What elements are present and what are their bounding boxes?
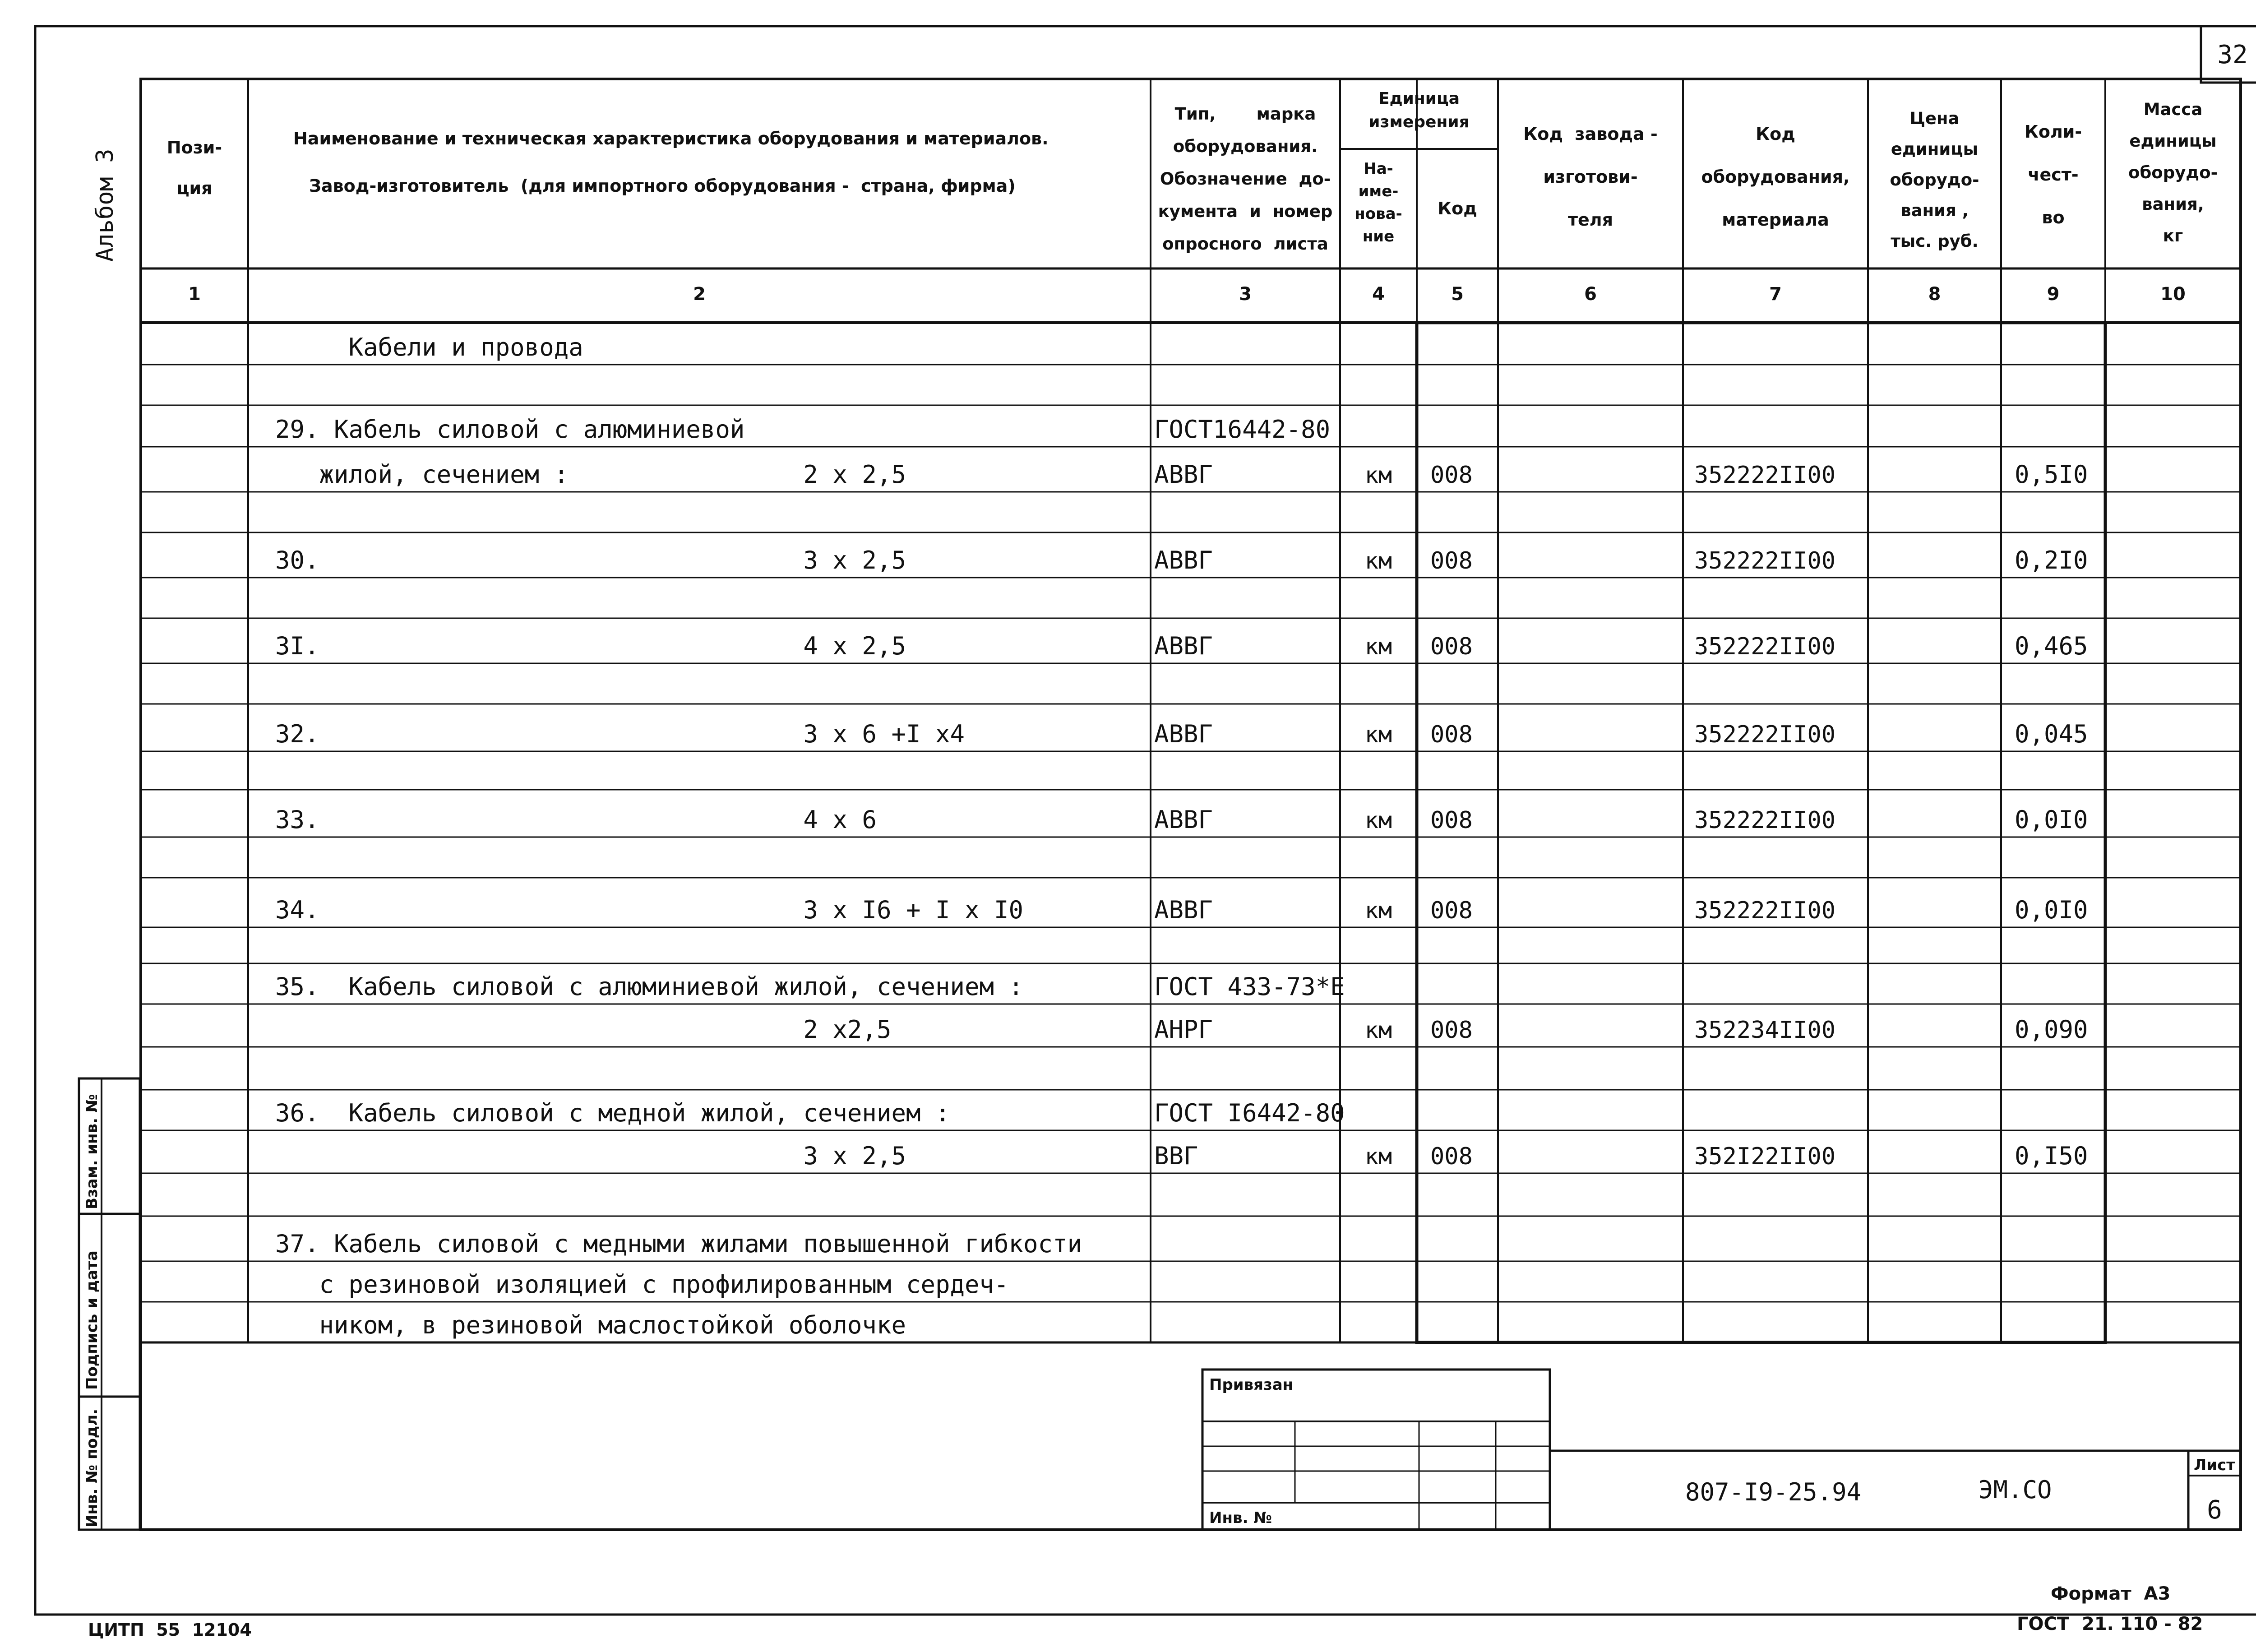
album-label: Альбом 3 — [92, 148, 119, 262]
table-text — [83, 40, 2248, 1640]
row-qty: 0,045 — [2015, 720, 2088, 748]
row-equip-code: 352222II00 — [1694, 633, 1836, 660]
column-number: 1 — [188, 284, 201, 305]
row-type: АВВГ — [1154, 720, 1213, 748]
header-col7: Код — [1756, 124, 1795, 144]
row-equip-code: 352222II00 — [1694, 897, 1836, 924]
row-name: 37. Кабель силовой с медными жилами повышенной гибкости — [275, 1230, 1082, 1258]
header-col8: оборудо- — [1890, 170, 1979, 190]
row-name: 2 х2,5 — [275, 1015, 892, 1044]
row-qty: 0,5I0 — [2015, 460, 2088, 489]
header-col4: име- — [1358, 182, 1399, 200]
sheet-label: Лист — [2194, 1456, 2235, 1474]
row-type: ГОСТ I6442-80 — [1154, 1099, 1345, 1127]
column-number: 3 — [1239, 284, 1252, 305]
row-unit: км — [1364, 898, 1392, 924]
header-col8: вания , — [1900, 201, 1969, 220]
header-col10: вания, — [2142, 194, 2204, 214]
header-col9: Коли- — [2024, 122, 2082, 142]
row-equip-code: 352222II00 — [1694, 807, 1836, 834]
row-type: АВВГ — [1154, 896, 1213, 924]
row-name: 33. 4 х 6 — [275, 805, 877, 834]
row-qty: 0,090 — [2015, 1015, 2088, 1044]
header-col1: ция — [176, 178, 213, 198]
header-col3: опросного листа — [1162, 234, 1328, 254]
format-label: Формат А3 — [2051, 1583, 2171, 1604]
inv-no-label: Инв. № — [1209, 1509, 1272, 1527]
row-type: АВВГ — [1154, 546, 1213, 574]
row-qty: 0,465 — [2015, 632, 2088, 660]
row-code: 008 — [1430, 897, 1473, 924]
column-number: 4 — [1372, 284, 1385, 305]
row-equip-code: 352222II00 — [1694, 462, 1836, 489]
header-col7: материала — [1722, 210, 1829, 230]
row-code: 008 — [1430, 547, 1473, 574]
row-name: 32. 3 х 6 +I х4 — [275, 720, 965, 748]
column-number: 8 — [1928, 284, 1941, 305]
column-number: 2 — [693, 284, 706, 305]
header-col6: Код завода - — [1523, 124, 1658, 144]
header-col8: единицы — [1891, 139, 1979, 159]
header-col10: кг — [2163, 226, 2183, 245]
row-code: 008 — [1430, 462, 1473, 489]
header-col2: Завод-изготовитель (для импортного оборудования - страна, фирма) — [309, 176, 1016, 196]
header-col7: оборудования, — [1701, 167, 1850, 187]
header-col3: Обозначение до- — [1160, 169, 1331, 189]
row-unit: км — [1364, 548, 1392, 574]
document-code: 807-I9-25.94 — [1685, 1478, 1862, 1506]
header-col8: тыс. руб. — [1891, 231, 1979, 251]
header-col4: нова- — [1355, 205, 1402, 223]
column-number: 6 — [1584, 284, 1597, 305]
row-name: 29. Кабель силовой с алюминиевой — [275, 415, 745, 444]
row-name: 34. 3 х I6 + I х I0 — [275, 896, 1024, 924]
column-number: 10 — [2160, 284, 2186, 305]
header-col3: оборудования. — [1173, 137, 1318, 156]
privyazan-label: Привязан — [1209, 1376, 1294, 1394]
header-col4: ние — [1362, 227, 1395, 245]
row-type: АВВГ — [1154, 632, 1213, 660]
header-col8: Цена — [1909, 109, 1960, 128]
row-type: ГОСТ 433-73*Е — [1154, 972, 1345, 1001]
row-name: Кабели и провода — [275, 333, 583, 361]
header-col5: Код — [1438, 199, 1477, 218]
header-col6: теля — [1567, 210, 1613, 230]
row-equip-code: 352234II00 — [1694, 1017, 1836, 1044]
row-name: жилой, сечением : 2 х 2,5 — [275, 460, 906, 489]
row-unit: км — [1364, 722, 1392, 748]
header-col3: Тип, марка — [1174, 104, 1316, 124]
header-col10: единицы — [2129, 131, 2217, 151]
header-col3: кумента и номер — [1158, 202, 1333, 221]
document-suffix: ЭМ.СО — [1979, 1476, 2052, 1504]
row-code: 008 — [1430, 1143, 1473, 1170]
header-col9: чест- — [2028, 165, 2079, 185]
left-stamp-label: Подпись и дата — [83, 1250, 101, 1390]
row-unit: км — [1364, 1143, 1392, 1170]
column-number: 9 — [2047, 284, 2060, 305]
row-unit: км — [1364, 807, 1392, 833]
header-col10: оборудо- — [2128, 163, 2218, 182]
row-equip-code: 352222II00 — [1694, 721, 1836, 748]
row-qty: 0,I50 — [2015, 1142, 2088, 1170]
header-col1: Пози- — [166, 138, 222, 157]
row-type: АНРГ — [1154, 1015, 1213, 1044]
row-name: с резиновой изоляцией с профилированным сердеч- — [275, 1270, 1009, 1299]
row-type: АВВГ — [1154, 805, 1213, 834]
row-qty: 0,0I0 — [2015, 805, 2088, 834]
row-name: 3 х 2,5 — [275, 1142, 906, 1170]
row-code: 008 — [1430, 1017, 1473, 1044]
header-units: Единица — [1378, 89, 1460, 108]
row-equip-code: 352I22II00 — [1694, 1143, 1836, 1170]
row-unit: км — [1364, 1017, 1392, 1043]
row-equip-code: 352222II00 — [1694, 547, 1836, 574]
row-name: 3I. 4 х 2,5 — [275, 632, 906, 660]
header-units: измерения — [1368, 113, 1470, 131]
header-col2: Наименование и техническая характеристика оборудования и материалов. — [293, 129, 1049, 148]
row-name: 30. 3 х 2,5 — [275, 546, 906, 574]
left-stamp-label: Взам. инв. № — [83, 1094, 101, 1209]
gost-label: ГОСТ 21. 110 - 82 — [2017, 1614, 2203, 1634]
row-type: АВВГ — [1154, 460, 1213, 489]
row-code: 008 — [1430, 721, 1473, 748]
row-type: ГОСТ16442-80 — [1154, 415, 1331, 444]
row-name: 36. Кабель силовой с медной жилой, сечением : — [275, 1099, 950, 1127]
row-type: ВВГ — [1154, 1142, 1198, 1170]
page-number: 32 — [2217, 40, 2248, 69]
header-col6: изготови- — [1543, 167, 1638, 187]
header-col10: Масса — [2143, 100, 2203, 119]
footer-code: ЦИТП 55 12104 — [88, 1620, 252, 1640]
sheet-number: 6 — [2207, 1495, 2222, 1525]
row-name: 35. Кабель силовой с алюминиевой жилой, сечением : — [275, 972, 1024, 1001]
row-qty: 0,2I0 — [2015, 546, 2088, 574]
header-col9: во — [2042, 208, 2065, 227]
row-unit: км — [1364, 634, 1392, 660]
row-qty: 0,0I0 — [2015, 896, 2088, 924]
row-code: 008 — [1430, 633, 1473, 660]
row-code: 008 — [1430, 807, 1473, 834]
header-col4: На- — [1364, 160, 1393, 178]
column-number: 7 — [1769, 284, 1782, 305]
left-stamp-label: Инв. № подл. — [83, 1408, 101, 1527]
row-unit: км — [1364, 462, 1392, 488]
column-number: 5 — [1451, 284, 1464, 305]
row-name: ником, в резиновой маслостойкой оболочке — [275, 1311, 906, 1339]
